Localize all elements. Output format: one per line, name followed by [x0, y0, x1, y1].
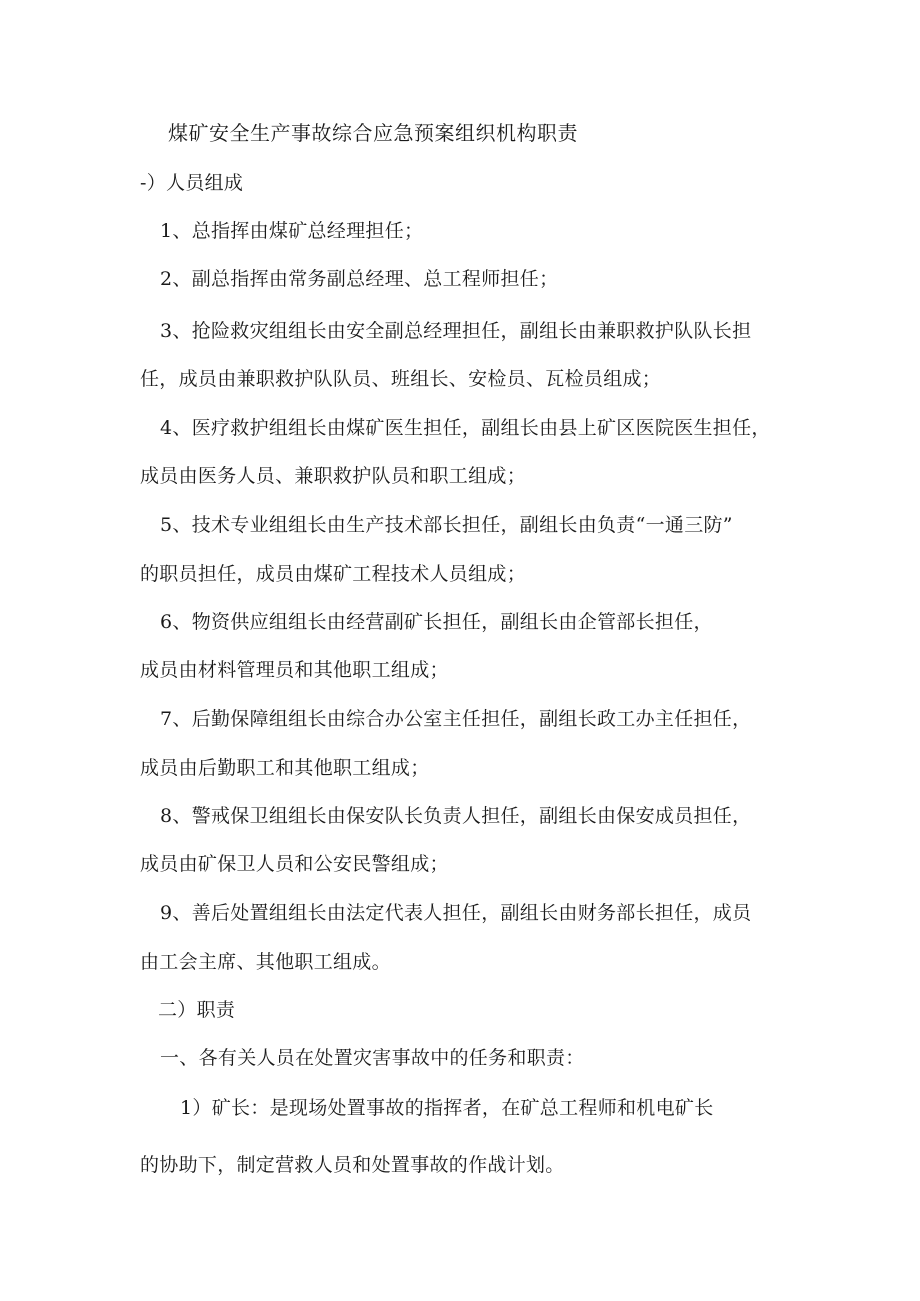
section-heading-duties: 二）职责 [158, 999, 236, 1021]
item-7-line-2: 成员由后勤职工和其他职工组成； [140, 757, 430, 779]
duties-subheading: 一、各有关人员在处置灾害事故中的任务和职责： [160, 1047, 585, 1069]
item-8-line-2: 成员由矿保卫人员和公安民警组成； [140, 853, 449, 875]
section-heading-personnel: -）人员组成 [140, 172, 244, 194]
duty-1-line-1: 1）矿长：是现场处置事故的指挥者，在矿总工程师和机电矿长 [180, 1097, 714, 1119]
item-8-line-1: 8、警戒保卫组组长由保安队长负责人担任，副组长由保安成员担任， [160, 805, 752, 827]
item-6-line-1: 6、物资供应组组长由经营副矿长担任，副组长由企管部长担任， [160, 611, 713, 633]
item-2-line-1: 2、副总指挥由常务副总经理、总工程师担任； [160, 268, 559, 290]
item-3-line-1: 3、抢险救灾组组长由安全副总经理担任，副组长由兼职救护队队长担 [160, 320, 752, 342]
item-5-line-2: 的职员担任，成员由煤矿工程技术人员组成； [140, 563, 527, 585]
duty-1-line-2: 的协助下，制定营救人员和处置事故的作战计划。 [140, 1154, 565, 1176]
item-1-line-1: 1、总指挥由煤矿总经理担任； [160, 220, 424, 242]
item-6-line-2: 成员由材料管理员和其他职工组成； [140, 659, 449, 681]
item-4-line-2: 成员由医务人员、兼职救护队员和职工组成； [140, 465, 527, 487]
item-5-line-1: 5、技术专业组组长由生产技术部长担任，副组长由负责“一通三防” [160, 514, 733, 536]
document-title: 煤矿安全生产事故综合应急预案组织机构职责 [168, 121, 578, 145]
item-9-line-1: 9、善后处置组组长由法定代表人担任，副组长由财务部长担任，成员 [160, 902, 752, 924]
item-9-line-2: 由工会主席、其他职工组成。 [140, 951, 391, 973]
item-3-line-2: 任，成员由兼职救护队队员、班组长、安检员、瓦检员组成； [140, 368, 662, 390]
item-7-line-1: 7、后勤保障组组长由综合办公室主任担任，副组长政工办主任担任， [160, 708, 752, 730]
item-4-line-1: 4、医疗救护组组长由煤矿医生担任，副组长由县上矿区医院医生担任， [160, 417, 771, 439]
